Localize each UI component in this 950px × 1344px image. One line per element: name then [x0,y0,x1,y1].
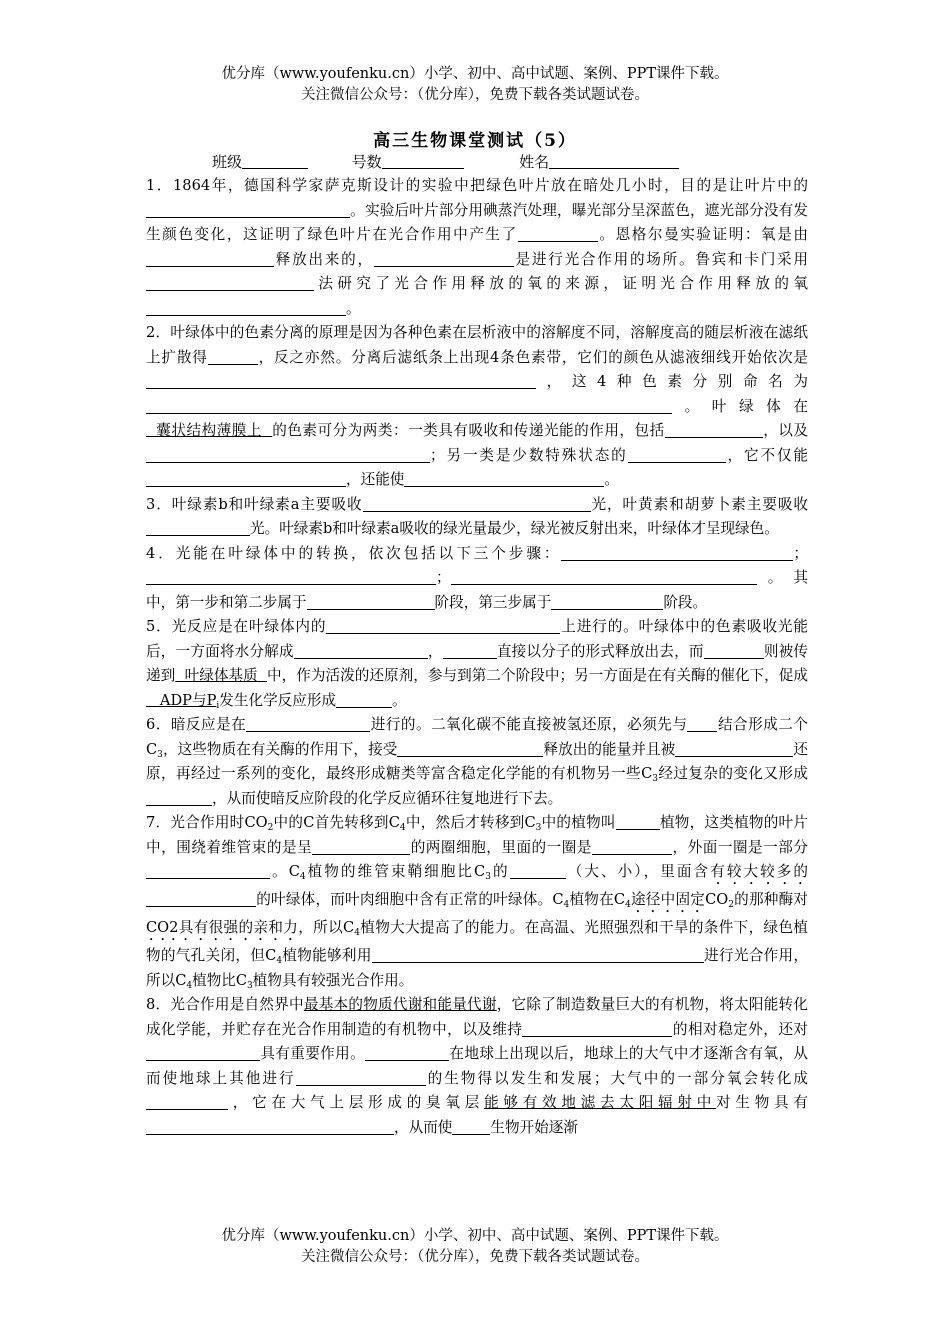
question-text: （大、小），里面含 [565,863,711,880]
question-text: 3．叶绿素b和叶绿素a主要吸收 [146,495,363,513]
header-line-1: 优分库（www.youfenku.cn）小学、初中、高中试题、案例、PPT课件下载。 [221,66,729,82]
question-text: 4 [186,980,193,991]
question-text: 4 [399,823,406,833]
question-text: ，从而使暗反应阶段的化学反应循环往复地进行下去。 [212,789,563,807]
question-text: ， [427,642,443,660]
question-text: 阶段，第三步属于 [434,593,552,611]
footer-line-2: 关注微信公众号：（优分库），免费下载各类试题试卷。 [301,1249,649,1265]
question-text: 4 [625,900,631,910]
answer-blank[interactable] [146,299,346,316]
answer-blank[interactable] [146,470,346,487]
question-text: 是进行光合作用的场所。鲁宾和卡门采用 [513,250,808,268]
question-text: 的两圈细胞，里面的一圈是 [410,838,592,856]
question-text: 的 [490,863,510,880]
question-text: 植物能够利用 [282,947,372,964]
question-text: 法研究了光合作用释放的氧的来源，证明光合作用释放的氧 [314,275,808,292]
question-2 [146,321,808,493]
number-blank[interactable] [382,152,464,169]
question-text: 3 [485,872,491,882]
question-text: 进行光合作用，所以C [146,947,808,989]
question-text: 3 [652,774,658,784]
question-text: 4 [354,928,360,938]
question-text: 能够有效地滤去太阳辐射中 [484,1094,717,1111]
answer-blank[interactable] [628,446,726,463]
question-text: 阶段。 [663,593,708,611]
question-4 [146,542,808,616]
question-text: ； [793,544,808,562]
answer-blank[interactable] [704,642,764,659]
question-text: 直接以分子的形式释放出去，而 [496,642,704,660]
answer-blank[interactable] [451,568,757,585]
answer-blank[interactable] [312,838,410,855]
answer-blank[interactable] [522,1020,672,1037]
question-text: 光。叶绿素b和叶绿素a吸收的绿光量最少，绿光被反射出来，叶绿体才呈现绿色。 [250,520,779,537]
answer-blank[interactable] [146,372,536,389]
question-text: ，它在大气上层形成的臭氧层 [228,1094,485,1111]
question-text: 3 [157,749,163,760]
question-text: 。 [346,299,361,317]
question-text: 中的C首先转移到C [273,814,400,831]
question-text: ，还能使 [346,471,405,488]
answer-blank[interactable] [246,715,370,732]
question-text: ，它不仅能 [725,446,808,464]
question-text: 在地球上出现以后，地球上的大气中才逐渐含有氧，从而使地球上其他进行 [146,1045,808,1087]
answer-blank[interactable] [561,544,793,561]
answer-blank[interactable] [326,617,560,634]
answer-blank[interactable] [374,250,514,267]
question-text: 途径中固定 [630,891,706,908]
question-text: 4 [563,900,570,910]
question-text: 生物开始逐渐 [490,1118,578,1136]
question-text: 4 [276,956,283,966]
question-text: 有较大较多的 [710,863,809,880]
question-text: 中，作为活泼的还原剂，参与到第二个阶段中；另一方面是在有关酶的催化下，促成 [267,667,808,684]
question-text: ，反之亦然。分离后滤纸条上出现4条色素带，它们的颜色从滤液细线开始依次是 [257,348,808,366]
question-text: 还原，再经过一系列的变化，最终形成糖类等富含稳定化学能的有机物另一些C [146,740,808,782]
question-text: 发生化学反应形成 [219,691,337,709]
question-text: 。恩格尔曼实验证明：氧是由 [597,226,808,243]
answer-blank[interactable] [675,740,793,757]
answer-blank[interactable] [146,1093,228,1110]
answer-blank[interactable] [146,890,256,907]
question-text: 的生物得以发生和发展；大气中的一部分氧会转化成 [425,1069,808,1087]
question-text: ，以及 [762,422,808,439]
page-header [0,64,950,106]
answer-blank[interactable] [146,1044,260,1061]
question-text: 植物在C [569,891,626,908]
question-text: i [216,700,220,711]
question-8 [146,993,808,1140]
question-text: 对生物具有 [716,1094,808,1111]
answer-blank[interactable] [146,201,350,218]
question-text: ，它除了制造数量巨大的有机物，将太阳能转化成化学能，并贮存在光合作用制造的有机物中，以及维持 [146,996,808,1038]
question-text: CO2具有很强的亲和力 [146,919,299,936]
question-text: 经过复杂的变化又形成 [657,765,808,782]
question-text: 囊状结构薄膜上 [146,422,273,439]
question-text: 则被传递到 [146,642,808,684]
answer-blank[interactable] [146,250,274,267]
question-text: CO [705,891,729,908]
question-text: ，从而使 [394,1118,453,1136]
question-text: 6．暗反应是在 [146,716,247,733]
answer-blank[interactable] [146,862,270,879]
footer-line-1: 优分库（www.youfenku.cn）小学、初中、高中试题、案例、PPT课件下载。 [221,1228,729,1244]
answer-blank[interactable] [592,838,672,855]
question-5 [146,615,808,713]
question-text: 叶绿体基质 [175,667,268,684]
question-text: 2 [728,900,734,910]
answer-blank[interactable] [294,642,428,659]
question-text: 8．光合作用是自然界中 [146,996,304,1013]
question-content [146,174,808,1140]
question-text: ； [436,569,451,586]
answer-blank[interactable] [365,1044,449,1061]
answer-blank[interactable] [687,715,717,732]
header-line-2: 关注微信公众号：（优分库），免费下载各类试题试卷。 [301,87,649,103]
question-text: 3 [247,980,253,991]
question-text: 进行的。二氧化碳不能直接被氢还原，必须先与 [370,716,688,733]
question-text: 释放出的能量并且被 [543,740,676,758]
question-text: 2 [267,823,274,833]
question-text: 植物大大提高了的能力。在高温、光照强烈和干旱的条件下，绿色植物的气孔关闭，但C [146,919,808,964]
question-6 [146,713,808,811]
question-text: 植物的维管束鞘细胞比C [305,863,486,880]
question-text: 。 [604,471,619,488]
page-title: 高三生物课堂测试（5） [373,131,577,151]
question-text: 5．光反应是在叶绿体内的 [146,618,327,635]
question-text: ；另一类是少数特殊状态的 [430,446,628,464]
question-text: 释放出来的， [274,250,374,268]
question-text: ，所以C [298,919,355,936]
question-text: 的叶绿体，而叶肉细胞中含有正常的叶绿体。C [256,891,564,908]
question-text: 结合形成二个C [146,716,808,758]
question-text: 。其中，第一步和第二步属于 [146,569,808,611]
question-text: ADP与P [146,691,217,709]
class-blank[interactable] [242,152,308,169]
question-text: 植物，这类植物的叶片中，围绕着维管束的是呈 [146,814,808,856]
answer-blank[interactable] [452,1118,490,1135]
name-blank[interactable] [549,152,679,169]
question-1 [146,174,808,321]
answer-blank[interactable] [146,519,250,536]
question-text: 植物具有较强光合作用。 [252,971,414,989]
class-label: 班级 [212,153,243,171]
answer-blank[interactable] [665,421,763,438]
question-text: 。C [270,863,300,880]
answer-blank[interactable] [296,1069,426,1086]
page-footer [0,1226,950,1268]
answer-blank[interactable] [616,813,660,830]
question-text: 的色素可分为两类：一类具有吸收和传递光能的作用，包括 [272,422,665,439]
answer-blank[interactable] [397,740,543,757]
answer-blank[interactable] [551,593,663,610]
answer-blank[interactable] [510,862,566,879]
answer-blank[interactable] [146,397,672,414]
answer-blank[interactable] [443,642,497,659]
question-text: 的相对稳定外，还对 [672,1020,808,1038]
question-text: 4 [299,872,306,882]
question-text: 7．光合作用时CO [146,814,268,831]
question-text: 1．1864年，德国科学家萨克斯设计的实验中把绿色叶片放在暗处几小时，目的是让叶片中的 [146,177,808,194]
question-text: 最基本的物质代谢和能量代谢 [303,996,497,1013]
student-info-row [212,150,679,174]
question-text: ，这4种色素分别命名为 [536,373,808,390]
question-text: 的那种酶对 [733,891,808,908]
question-text: 2．叶绿体中的色素分离的原理是因为各种色素在层析液中的溶解度不同，溶解度高的随层析液在滤纸上扩散得 [146,324,808,366]
question-text: 上进行的。叶绿体中的色素吸收光能后，一方面将水分解成 [146,618,808,660]
question-text: 4．光能在叶绿体中的转换，依次包括以下三个步骤： [146,544,562,562]
answer-blank[interactable] [208,348,258,365]
answer-blank[interactable] [363,495,591,512]
answer-blank[interactable] [404,470,604,487]
answer-blank[interactable] [518,225,598,242]
answer-blank[interactable] [146,274,314,291]
answer-blank[interactable] [336,691,392,708]
answer-blank[interactable] [307,593,435,610]
question-text: ，外面一圈是一部分 [672,838,808,856]
answer-blank[interactable] [146,1118,394,1135]
question-text: 。 [392,691,407,709]
answer-blank[interactable] [372,946,704,963]
question-text: 。叶绿体在 [672,397,808,415]
question-3 [146,493,808,542]
question-text: 植物比C [192,971,248,989]
question-7 [146,811,808,993]
answer-blank[interactable] [146,789,212,806]
name-label: 姓名 [519,153,550,171]
question-text: 中，然后才转移到C [405,814,536,831]
answer-blank[interactable] [146,446,430,463]
question-text: 3 [535,823,542,833]
question-text: ，这些物质在有关酶的作用下，接受 [162,740,398,758]
answer-blank[interactable] [146,568,436,585]
question-text: 中的植物叫 [541,814,616,831]
question-text: 。实验后叶片部分用碘蒸汽处理，曝光部分呈深蓝色，遮光部分没有发生颜色变化，这证明了绿色叶片在光合作用中产生了 [146,201,808,243]
number-label: 号数 [351,153,382,171]
question-text: 光，叶黄素和胡萝卜素主要吸收 [590,495,808,513]
question-text: 具有重要作用。 [260,1045,366,1062]
